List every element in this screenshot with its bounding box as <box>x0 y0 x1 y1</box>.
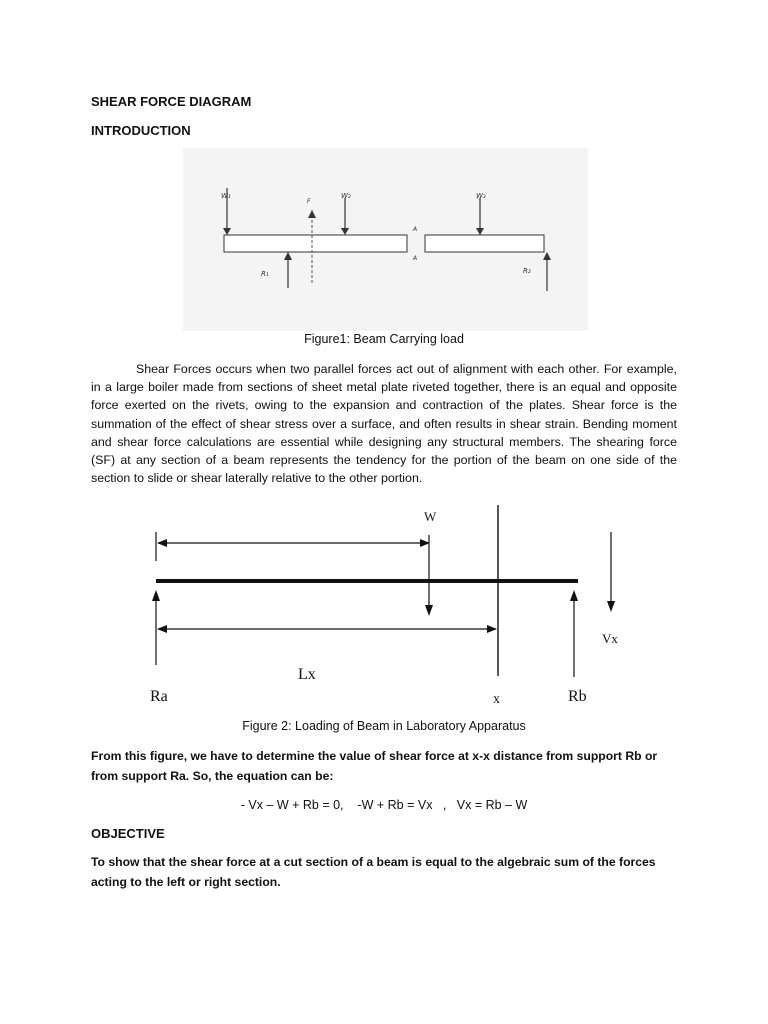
page-title: SHEAR FORCE DIAGRAM <box>91 94 252 109</box>
w3-label: W₃ <box>476 192 486 200</box>
a-bottom-label: A <box>413 255 418 262</box>
rb-arrowhead <box>570 590 578 601</box>
r1-label: R₁ <box>261 270 269 278</box>
x-label: x <box>493 692 500 707</box>
w-load-arrowhead <box>425 605 433 616</box>
figure2-caption: Figure 2: Loading of Beam in Laboratory Apparatus <box>242 719 526 733</box>
objective-text: To show that the shear force at a cut section of a beam is equal to the algebraic sum of the forces acting to the left or right section. <box>91 855 656 889</box>
figure1-beam-right <box>425 235 544 252</box>
lx-left-head <box>157 625 167 633</box>
figure2-beam-diagram <box>140 505 640 710</box>
figure1-beam-left <box>224 235 407 252</box>
vx-arrowhead <box>607 601 615 612</box>
lx-label: Lx <box>298 666 316 683</box>
vx-label: Vx <box>602 631 618 646</box>
figure1-caption: Figure1: Beam Carrying load <box>304 332 464 346</box>
w2-label: W₂ <box>341 192 351 200</box>
ra-arrowhead <box>152 590 160 601</box>
w-label: W <box>424 509 437 524</box>
ra-label: Ra <box>150 688 168 705</box>
introduction-heading: INTRODUCTION <box>91 123 191 138</box>
lx-right-head <box>487 625 497 633</box>
f-label: F <box>307 198 311 205</box>
a-top-label: A <box>413 226 418 233</box>
determine-text: From this figure, we have to determine the value of shear force at x-x distance from support Rb or from support Ra. So, the equation can be: <box>91 749 658 783</box>
shear-equation: - Vx – W + Rb = 0, -W + Rb = Vx , Vx = Rb – W <box>240 798 528 812</box>
rb-label: Rb <box>568 688 587 705</box>
top-dimension-left-head <box>157 539 167 547</box>
figure1-beam-diagram <box>183 148 588 331</box>
intro-paragraph: Shear Forces occurs when two parallel forces act out of alignment with each other. For example, in a large boiler made from sections of sheet metal plate riveted together, there is an equal and opposite force exerted on the rivets, owing to the expansion and contraction of the plates. Shear force is the summation of the effect of shear stress over a surface, and often results in shear strain. Bending moment and shear force calculations are essential while designing any structural members. The shearing force (SF) at any section of a beam represents the tendency for the portion of the beam on one side of the section to slide or shear laterally relative to the other portion. <box>91 362 677 486</box>
w1-label: W₁ <box>221 192 231 200</box>
r2-label: R₂ <box>523 267 531 275</box>
objective-heading: OBJECTIVE <box>91 826 165 841</box>
